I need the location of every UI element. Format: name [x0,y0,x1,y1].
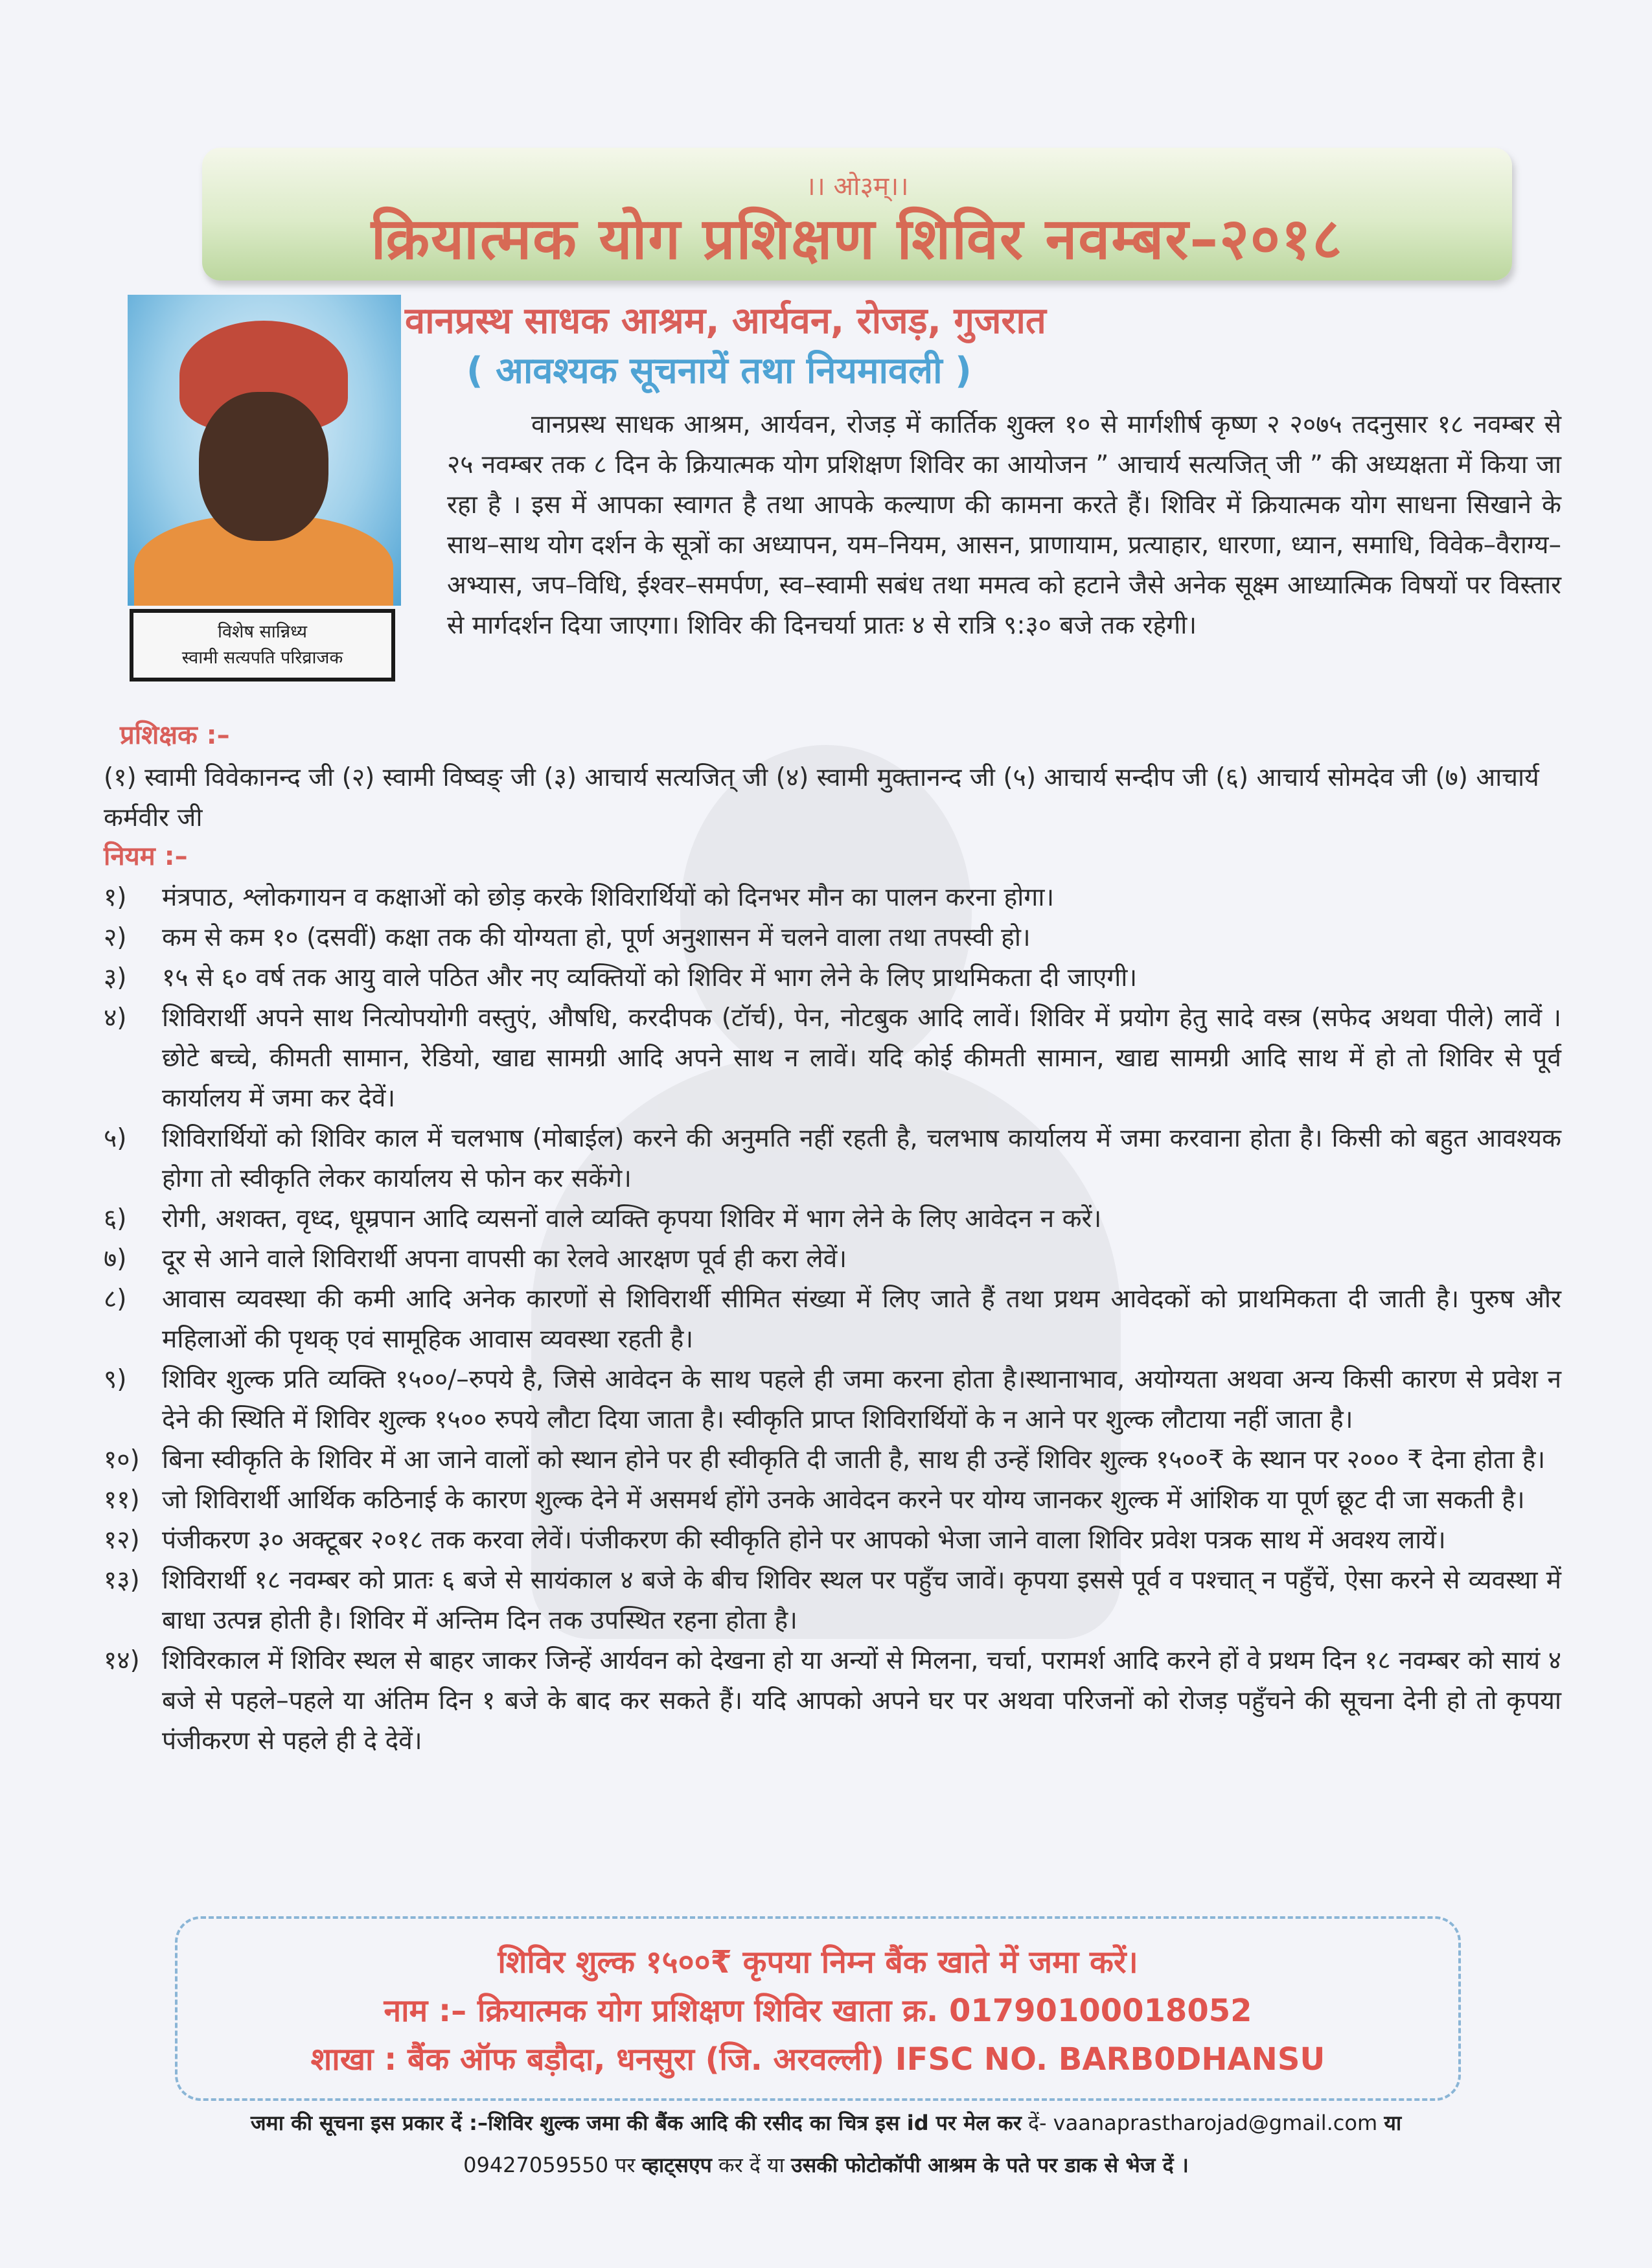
caption-line-2: स्वामी सत्यपति परिव्राजक [181,648,343,668]
section-subtitle: ( आवश्यक सूचनायें तथा नियमावली ) [466,350,972,392]
caption-line-1: विशेष सान्निध्य [218,622,307,642]
ashram-name: वानप्रस्थ साधक आश्रम, आर्यवन, रोजड़, गुजरात [405,300,1046,342]
intro-paragraph: वानप्रस्थ साधक आश्रम, आर्यवन, रोजड़ में कार्तिक शुक्ल १० से मार्गशीर्ष कृष्ण २ २०७५ तदनुसार १८ नवम्बर से २५ नवम्बर तक ८ दिन के क्रियात्मक योग प्रशिक्षण शिविर का आयोजन ” आचार्य सत्यजित् जी ” की अध्यक्षता में किया जा रहा है । इस में आपका स्वागत है तथा आपके कल्याण की कामना करते हैं। शिविर में क्रियात्मक योग साधना सिखाने के साथ–साथ योग दर्शन के सूत्रों का अध्यापन, यम–नियम, आसन, प्राणायाम, प्रत्याहार, धारणा, ध्यान, समाधि, विवेक–वैराग्य–अभ्यास, जप–विधि, ईश्वर–समर्पण, स्व–स्वामी सबंध तथा ममत्व को हटाने जैसे अनेक सूक्ष्म आध्यात्मिक विषयों पर विस्तार से मार्गदर्शन दिया जाएगा। शिविर की दिनचर्या प्रातः ४ से रात्रि ९:३० बजे तक रहेगी। [447,410,1561,640]
om-invocation: ।। ओ३म्।। [805,172,909,201]
page-title: क्रियात्मक योग प्रशिक्षण शिविर नवम्बर–२०१८ [371,205,1344,272]
rule-item: १४) शिविरकाल में शिविर स्थल से बाहर जाकर जिन्हें आर्यवन को देखना हो या अन्यों से मिलना, चर्चा, परामर्श आदि करने हों वे प्रथम दिन १८ नवम्बर को सायं ४ बजे से पहले–पहले या अंतिम दिन १ बजे के बाद कर सकते हैं। यदि आपको अपने घर पर अथवा परिजनों को रोजड़ पहुँचने की सूचना देनी हो तो कृपया पंजीकरण से पहले ही दे देवें। [104,1646,1561,1756]
account-line: नाम :– क्रियात्मक योग प्रशिक्षण शिविर खाता क्र. 01790100018052 [384,1993,1252,2029]
footer-line-1: जमा की सूचना इस प्रकार दें :–शिविर शुल्क जमा की बैंक आदि की रसीद का चित्र इस id पर मेल कर दें- vaanaprastharojad@gmail.com या [250,2111,1402,2135]
rule-item: ७) दूर से आने वाले शिविरार्थी अपना वापसी का रेलवे आरक्षण पूर्व ही करा लेवें। [104,1244,847,1274]
rule-item: ५) शिविरार्थियों को शिविर काल में चलभाष (मोबाईल) करने की अनुमति नहीं रहती है, चलभाष कार्यालय में जमा करवाना होता है। किसी को बहुत आवश्यक होगा तो स्वीकृति लेकर कार्यालय से फोन कर सकेंगे। [104,1124,1561,1193]
rule-item: १) मंत्रपाठ, श्लोकगायन व कक्षाओं को छोड़ करके शिविरार्थियों को दिनभर मौन का पालन करना होगा। [104,883,1055,912]
rule-item: १२) पंजीकरण ३० अक्टूबर २०१८ तक करवा लेवें। पंजीकरण की स्वीकृति होने पर आपको भेजा जाने वाला शिविर प्रवेश पत्रक साथ में अवश्य लायें। [104,1526,1446,1555]
rule-item: १०) बिना स्वीकृति के शिविर में आ जाने वालों को स्थान होने पर ही स्वीकृति दी जाती है, साथ ही उन्हें शिविर शुल्क १५००₹ के स्थान पर २००० ₹ देना होता है। [104,1445,1546,1474]
rules-list [104,878,1561,1761]
footer-line-2: 09427059550 पर व्हाट्सएप कर दें या उसकी फोटोकॉपी आश्रम के पते पर डाक से भेज दें । [463,2153,1189,2177]
rule-item: ६) रोगी, अशक्त, वृध्द, धूम्रपान आदि व्यसनों वाले व्यक्ति कृपया शिविर में भाग लेने के लिए आवेदन न करें। [104,1204,1102,1233]
rule-item: ३) १५ से ६० वर्ष तक आयु वाले पठित और नए व्यक्तियों को शिविर में भाग लेने के लिए प्राथमिकता दी जाएगी। [104,963,1138,992]
trainers-heading: प्रशिक्षक :– [120,720,230,750]
rule-item: ९) शिविर शुल्क प्रति व्यक्ति १५००/–रुपये है, जिसे आवेदन के साथ पहले ही जमा करना होता है।स्थानाभाव, अयोग्यता अथवा अन्य किसी कारण से प्रवेश न देने की स्थिति में शिविर शुल्क १५०० रुपये लौटा दिया जाता है। स्वीकृति प्राप्त शिविरार्थियों के न आने पर शुल्क लौटाया नहीं जाता है। [104,1365,1561,1434]
photo-caption [130,609,395,682]
trainers-list: (१) स्वामी विवेकानन्द जी (२) स्वामी विष्वङ् जी (३) आचार्य सत्यजित् जी (४) स्वामी मुक्तानन्द जी (५) आचार्य सन्दीप जी (६) आचार्य सोमदेव जी (७) आचार्य कर्मवीर जी [104,763,1539,832]
rule-item: ४) शिविरार्थी अपने साथ नित्योपयोगी वस्तुएं, औषधि, करदीपक (टॉर्च), पेन, नोटबुक आदि लावें। शिविर में प्रयोग हेतु सादे वस्त्र (सफेद अथवा पीले) लावें । छोटे बच्चे, कीमती सामान, रेडियो, खाद्य सामग्री आदि अपने साथ न लावें। यदि कोई कीमती सामान, खाद्य सामग्री आदि साथ में हो तो शिविर से पूर्व कार्यालय में जमा कर देवें। [104,1003,1561,1113]
rules-heading: नियम :– [104,842,188,871]
rule-item: ११) जो शिविरार्थी आर्थिक कठिनाई के कारण शुल्क देने में असमर्थ होंगे उनके आवेदन करने पर योग्य जानकर शुल्क में आंशिक या पूर्ण छूट दी जा सकती है। [104,1485,1525,1515]
guru-photo [128,295,401,606]
rule-item: ८) आवास व्यवस्था की कमी आदि अनेक कारणों से शिविरार्थी सीमित संख्या में लिए जाते हैं तथा प्रथम आवेदकों को प्राथमिकता दी जाती है। पुरुष और महिलाओं की पृथक् एवं सामूहिक आवास व्यवस्था रहती है। [104,1285,1561,1354]
branch-line: शाखा : बैंक ऑफ बड़ौदा, धनसुरा (जि. अरवल्ली) IFSC NO. BARB0DHANSU [310,2041,1325,2078]
rule-item: १३) शिविरार्थी १८ नवम्बर को प्रातः ६ बजे से सायंकाल ४ बजे के बीच शिविर स्थल पर पहुँच जावें। कृपया इससे पूर्व व पश्चात् न पहुँचें, ऐसा करने से व्यवस्था में बाधा उत्पन्न होती है। शिविर में अन्तिम दिन तक उपस्थित रहना होता है। [104,1566,1561,1635]
fee-line: शिविर शुल्क १५००₹ कृपया निम्न बैंक खाते में जमा करें। [498,1944,1138,1980]
rule-item: २) कम से कम १० (दसवीं) कक्षा तक की योग्यता हो, पूर्ण अनुशासन में चलने वाला तथा तपस्वी हो। [104,923,1031,952]
